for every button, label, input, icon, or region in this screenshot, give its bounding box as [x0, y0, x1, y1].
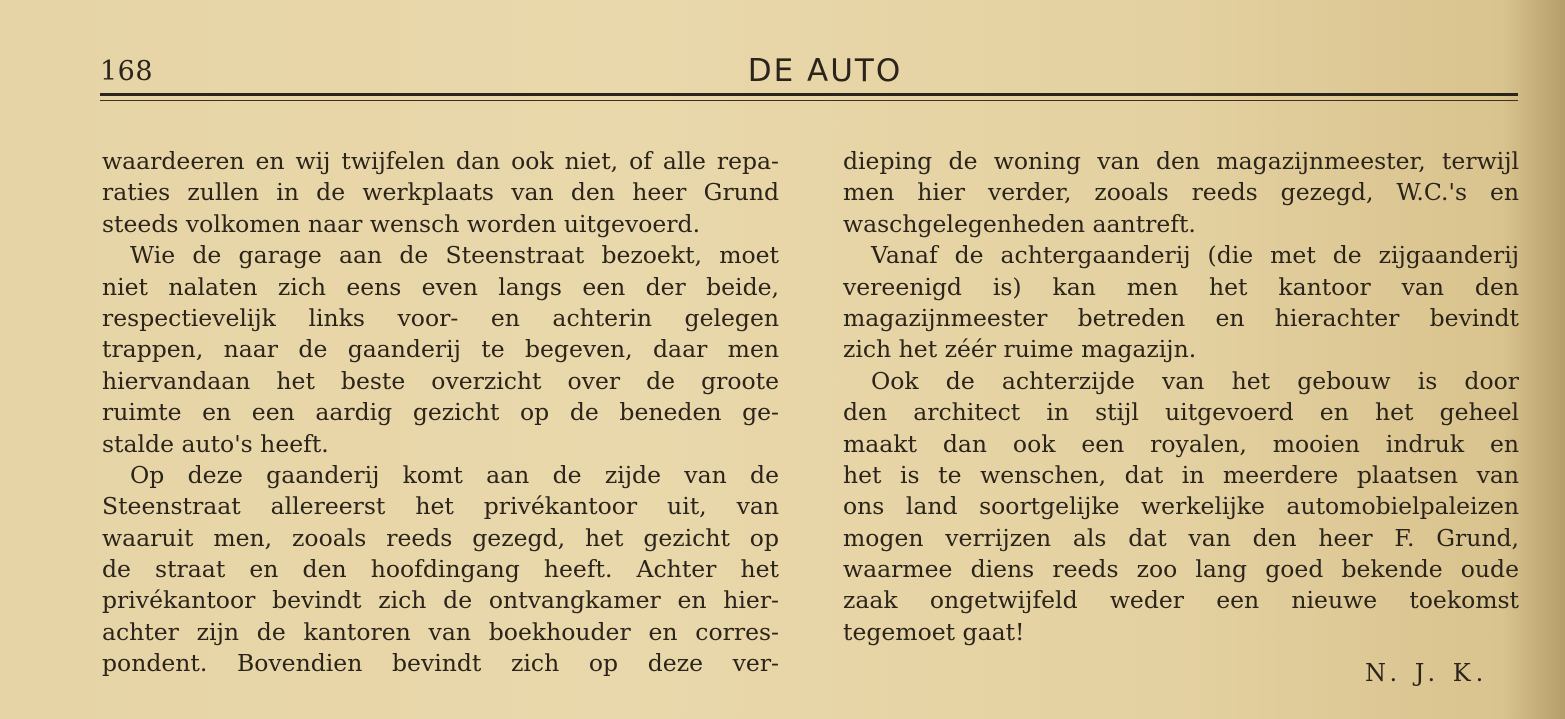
text-line: pondent. Bovendien bevindt zich op deze ver-	[102, 649, 779, 678]
header-rule-thick	[100, 93, 1518, 96]
text-line: steeds volkomen naar wensch worden uitgevoerd.	[102, 209, 701, 238]
text-line: dieping de woning van den magazijnmeester, terwijl	[843, 147, 1519, 175]
text-line: Op deze gaanderij komt aan de zijde van de	[130, 460, 779, 489]
text-line: vereenigd is) kan men het kantoor van den	[843, 272, 1519, 301]
page-number: 168	[100, 56, 154, 87]
text-line: respectievelijk links voor- en achterin gelegen	[102, 303, 779, 332]
text-line: men hier verder, zooals reeds gezegd, W.C.'s en	[843, 178, 1519, 207]
text-line: waschgelegenheden aantreft.	[843, 209, 1196, 238]
text-line: tegemoet gaat!	[843, 617, 1025, 646]
text-line: zaak ongetwijfeld weder een nieuwe toekomst	[843, 586, 1519, 615]
text-line: waarmee diens reeds zoo lang goed bekende oude	[843, 555, 1519, 584]
header-rule-thin	[100, 100, 1518, 101]
text-line: de straat en den hoofdingang heeft. Achter het	[102, 555, 779, 584]
text-line: Vanaf de achtergaanderij (die met de zijgaanderij	[871, 241, 1519, 270]
left-column	[102, 146, 779, 680]
text-line: Ook de achterzijde van het gebouw is door	[871, 366, 1519, 395]
text-line: zich het zéér ruime magazijn.	[843, 335, 1197, 364]
text-line: maakt dan ook een royalen, mooien indruk en	[843, 429, 1519, 458]
running-title: DE AUTO	[747, 53, 903, 89]
text-line: privékantoor bevindt zich de ontvangkamer en hier-	[102, 586, 779, 615]
text-line: raties zullen in de werkplaats van den heer Grund	[102, 178, 779, 207]
text-line: mogen verrijzen als dat van den heer F. Grund,	[843, 523, 1519, 552]
text-line: trappen, naar de gaanderij te begeven, daar men	[102, 335, 779, 364]
right-column	[843, 146, 1519, 648]
author-initials: N. J. K.	[1365, 659, 1489, 687]
text-line: hiervandaan het beste overzicht over de groote	[102, 366, 779, 395]
text-line: waardeeren en wij twijfelen dan ook niet, of alle repa-	[102, 147, 779, 175]
text-line: niet nalaten zich eens even langs een der beide,	[102, 272, 779, 301]
text-line: waaruit men, zooals reeds gezegd, het gezicht op	[102, 523, 779, 552]
text-line: Steenstraat allereerst het privékantoor uit, van	[102, 492, 779, 521]
text-line: Wie de garage aan de Steenstraat bezoekt, moet	[130, 241, 779, 270]
text-line: het is te wenschen, dat in meerdere plaatsen van	[843, 460, 1519, 489]
text-line: ruimte en een aardig gezicht op de beneden ge-	[102, 398, 779, 427]
text-line: achter zijn de kantoren van boekhouder en corres-	[102, 617, 779, 646]
text-line: den architect in stijl uitgevoerd en het geheel	[843, 398, 1519, 427]
text-line: stalde auto's heeft.	[102, 429, 329, 458]
text-line: ons land soortgelijke werkelijke automobielpaleizen	[843, 492, 1519, 521]
text-line: magazijnmeester betreden en hierachter bevindt	[843, 303, 1519, 332]
